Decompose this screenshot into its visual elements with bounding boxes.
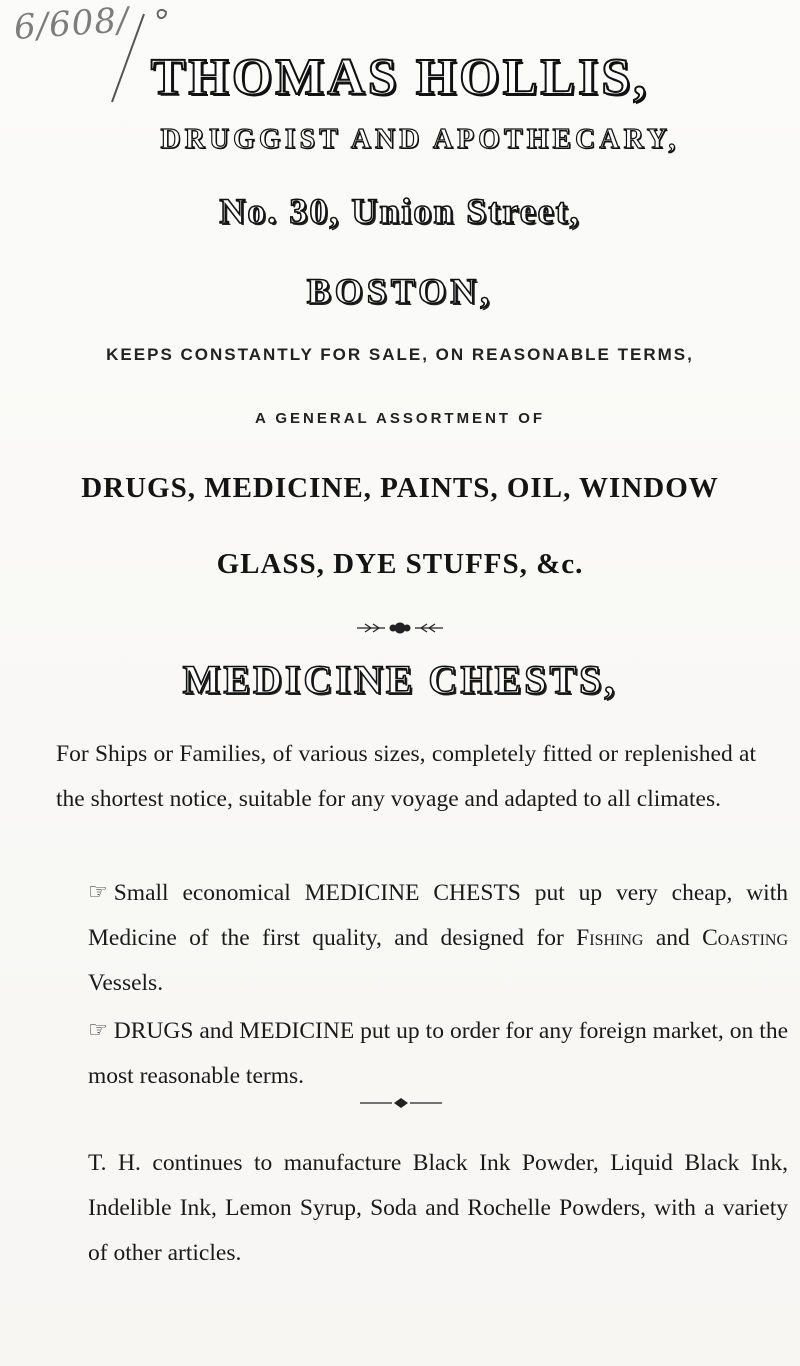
small-divider-icon <box>356 1096 446 1110</box>
paragraph-3-text: DRUGS and MEDICINE put up to order for any foreign market, on the most reasonable terms. <box>88 1018 788 1089</box>
pointing-hand-icon: ☞ <box>88 1018 108 1043</box>
coasting-smallcaps: Coasting <box>702 925 789 951</box>
ornament-divider-icon <box>355 620 445 636</box>
city-name: BOSTON, <box>306 271 494 311</box>
proprietor-name: THOMAS HOLLIS, <box>150 49 650 106</box>
pointing-hand-icon: ☞ <box>88 880 108 905</box>
goods-line-1: DRUGS, MEDICINE, PAINTS, OIL, WINDOW <box>81 472 719 504</box>
street-address: No. 30, Union Street, <box>219 191 581 231</box>
paragraph-2-tail: Vessels. <box>88 970 164 996</box>
goods-line-2: GLASS, DYE STUFFS, &c. <box>216 548 584 580</box>
trade-heading: DRUGGIST AND APOTHECARY, <box>160 124 680 155</box>
paragraph-drugs-to-order <box>56 1008 788 1099</box>
medicine-chests-heading: MEDICINE CHESTS, <box>182 657 618 702</box>
handwritten-catalog-note: 6/608/ <box>12 0 131 48</box>
assortment-line: A GENERAL ASSORTMENT OF <box>254 410 546 427</box>
paragraph-2-and: and <box>655 925 690 951</box>
paragraph-manufactures: T. H. continues to manufacture Black Ink Powder, Liquid Black Ink, Indelible Ink, Lemon Syrup, Soda and Rochelle Powders, with a variety of other articles. <box>88 1150 788 1266</box>
paragraph-2-lead: Small economical MEDICINE CHESTS put up very cheap, with Medicine of the first quality, and designed for <box>88 880 788 951</box>
paragraph-ships-families: For Ships or Families, of various sizes, completely fitted or replenished at the shortest notice, suitable for any voyage and adapted to all climates. <box>56 741 756 812</box>
paragraph-economical-chests <box>56 870 788 1006</box>
fishing-smallcaps: Fishing <box>576 925 644 951</box>
keeps-for-sale-line: KEEPS CONSTANTLY FOR SALE, ON REASONABLE TERMS, <box>106 345 694 364</box>
